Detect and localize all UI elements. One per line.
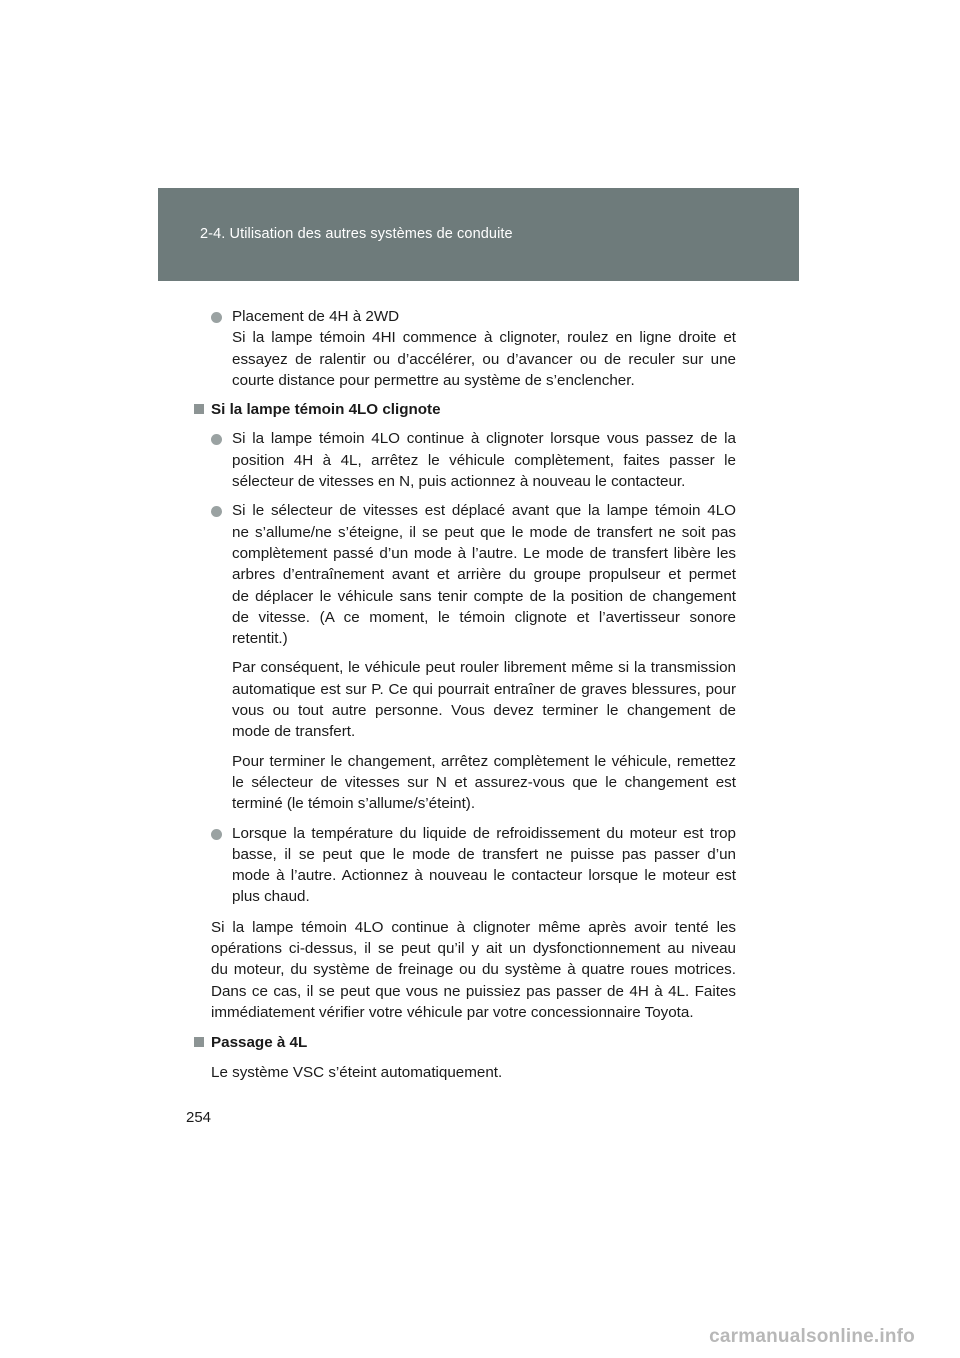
text-line: terminé (le témoin s’allume/s’éteint). xyxy=(232,795,476,813)
page-number: 254 xyxy=(186,1109,212,1126)
text-line: mode à l’autre. Actionnez à nouveau le contacteur lorsque le moteur est xyxy=(232,867,736,885)
text-line: mode de transfert. xyxy=(232,723,356,741)
paragraph xyxy=(211,1062,736,1083)
text-line: position 4H à 4L, arrêtez le véhicule complètement, faites passer le xyxy=(232,451,736,469)
text-line: de vitesse. (A ce moment, le témoin clignote et l’avertisseur sonore xyxy=(232,608,736,626)
text-line: basse, il se peut que le mode de transfert ne puisse pas passer d’un xyxy=(232,845,736,863)
bullet-item xyxy=(211,500,736,649)
text-line: immédiatement vérifier votre véhicule par votre concessionnaire Toyota. xyxy=(211,1003,694,1021)
text-line: Si le sélecteur de vitesses est déplacé avant que la lampe témoin 4LO xyxy=(232,502,736,520)
text-line: essayez de ralentir ou d’accélérer, ou d’avancer ou de reculer sur une xyxy=(232,350,736,368)
sub-paragraph xyxy=(211,751,736,815)
text-line: Placement de 4H à 2WD xyxy=(232,308,400,325)
bullet-dot-icon xyxy=(211,312,222,323)
bullet-dot-icon xyxy=(211,434,222,445)
bullet-item xyxy=(211,823,736,908)
text-line: arbres d’entraînement avant et arrière du groupe propulseur et permet xyxy=(232,566,736,584)
text-line: Le système VSC s’éteint automatiquement. xyxy=(211,1063,503,1081)
bullet-item xyxy=(211,428,736,492)
text-line: Pour terminer le changement, arrêtez complètement le véhicule, remettez xyxy=(232,752,736,770)
bullet-dot-icon xyxy=(211,506,222,517)
text-line: Si la lampe témoin 4LO continue à clignoter même après avoir tenté les xyxy=(211,918,736,936)
section-heading-text: Si la lampe témoin 4LO clignote xyxy=(211,401,441,419)
text-line: complètement passé d’un mode à l’autre. Le mode de transfert libère les xyxy=(232,544,736,562)
section-heading-4lo xyxy=(194,399,736,420)
text-line: le sélecteur de vitesses sur N et assurez-vous que le changement est xyxy=(232,773,736,791)
watermark: carmanualsonline.info xyxy=(709,1326,915,1347)
bullet-item xyxy=(211,306,736,391)
paragraph xyxy=(211,917,736,1023)
text-line: de déplacer le véhicule sans tenir compte de la position de changement xyxy=(232,587,736,605)
text-line: Dans ce cas, il se peut que vous ne puissiez pas passer de 4H à 4L. Faites xyxy=(211,982,736,1000)
text-line: plus chaud. xyxy=(232,888,310,906)
section-square-icon xyxy=(194,404,204,414)
chapter-header xyxy=(158,188,799,281)
text-line: ne s’allume/ne s’éteigne, il se peut que le mode de transfert ne soit pas xyxy=(232,523,736,541)
text-line: Lorsque la température du liquide de refroidissement du moteur est trop xyxy=(232,824,736,842)
page-content xyxy=(211,306,736,1092)
text-line: vous ou tout autre personne. Vous devez terminer le changement de xyxy=(232,702,736,720)
text-line: sélecteur de vitesses en N, puis actionnez à nouveau le contacteur. xyxy=(232,473,686,491)
text-line: courte distance pour permettre au système de s’enclencher. xyxy=(232,371,635,389)
bullet-dot-icon xyxy=(211,829,222,840)
text-line: automatique est sur P. Ce qui pourrait entraîner de graves blessures, pour xyxy=(232,680,736,698)
text-line: Si la lampe témoin 4HI commence à clignoter, roulez en ligne droite et xyxy=(232,329,736,347)
text-line: retentit.) xyxy=(232,630,288,648)
text-line: Par conséquent, le véhicule peut rouler librement même si la transmission xyxy=(232,659,736,677)
text-line: opérations ci-dessus, il se peut qu’il y ait un dysfonctionnement au niveau xyxy=(211,940,736,958)
sub-paragraph xyxy=(211,657,736,742)
section-heading-4l xyxy=(194,1032,736,1053)
text-line: du moteur, du système de freinage ou du système à quatre roues motrices. xyxy=(211,961,736,979)
text-line: Si la lampe témoin 4LO continue à clignoter lorsque vous passez de la xyxy=(232,430,736,448)
chapter-title: 2-4. Utilisation des autres systèmes de conduite xyxy=(200,226,513,242)
section-square-icon xyxy=(194,1037,204,1047)
section-heading-text: Passage à 4L xyxy=(211,1034,308,1052)
